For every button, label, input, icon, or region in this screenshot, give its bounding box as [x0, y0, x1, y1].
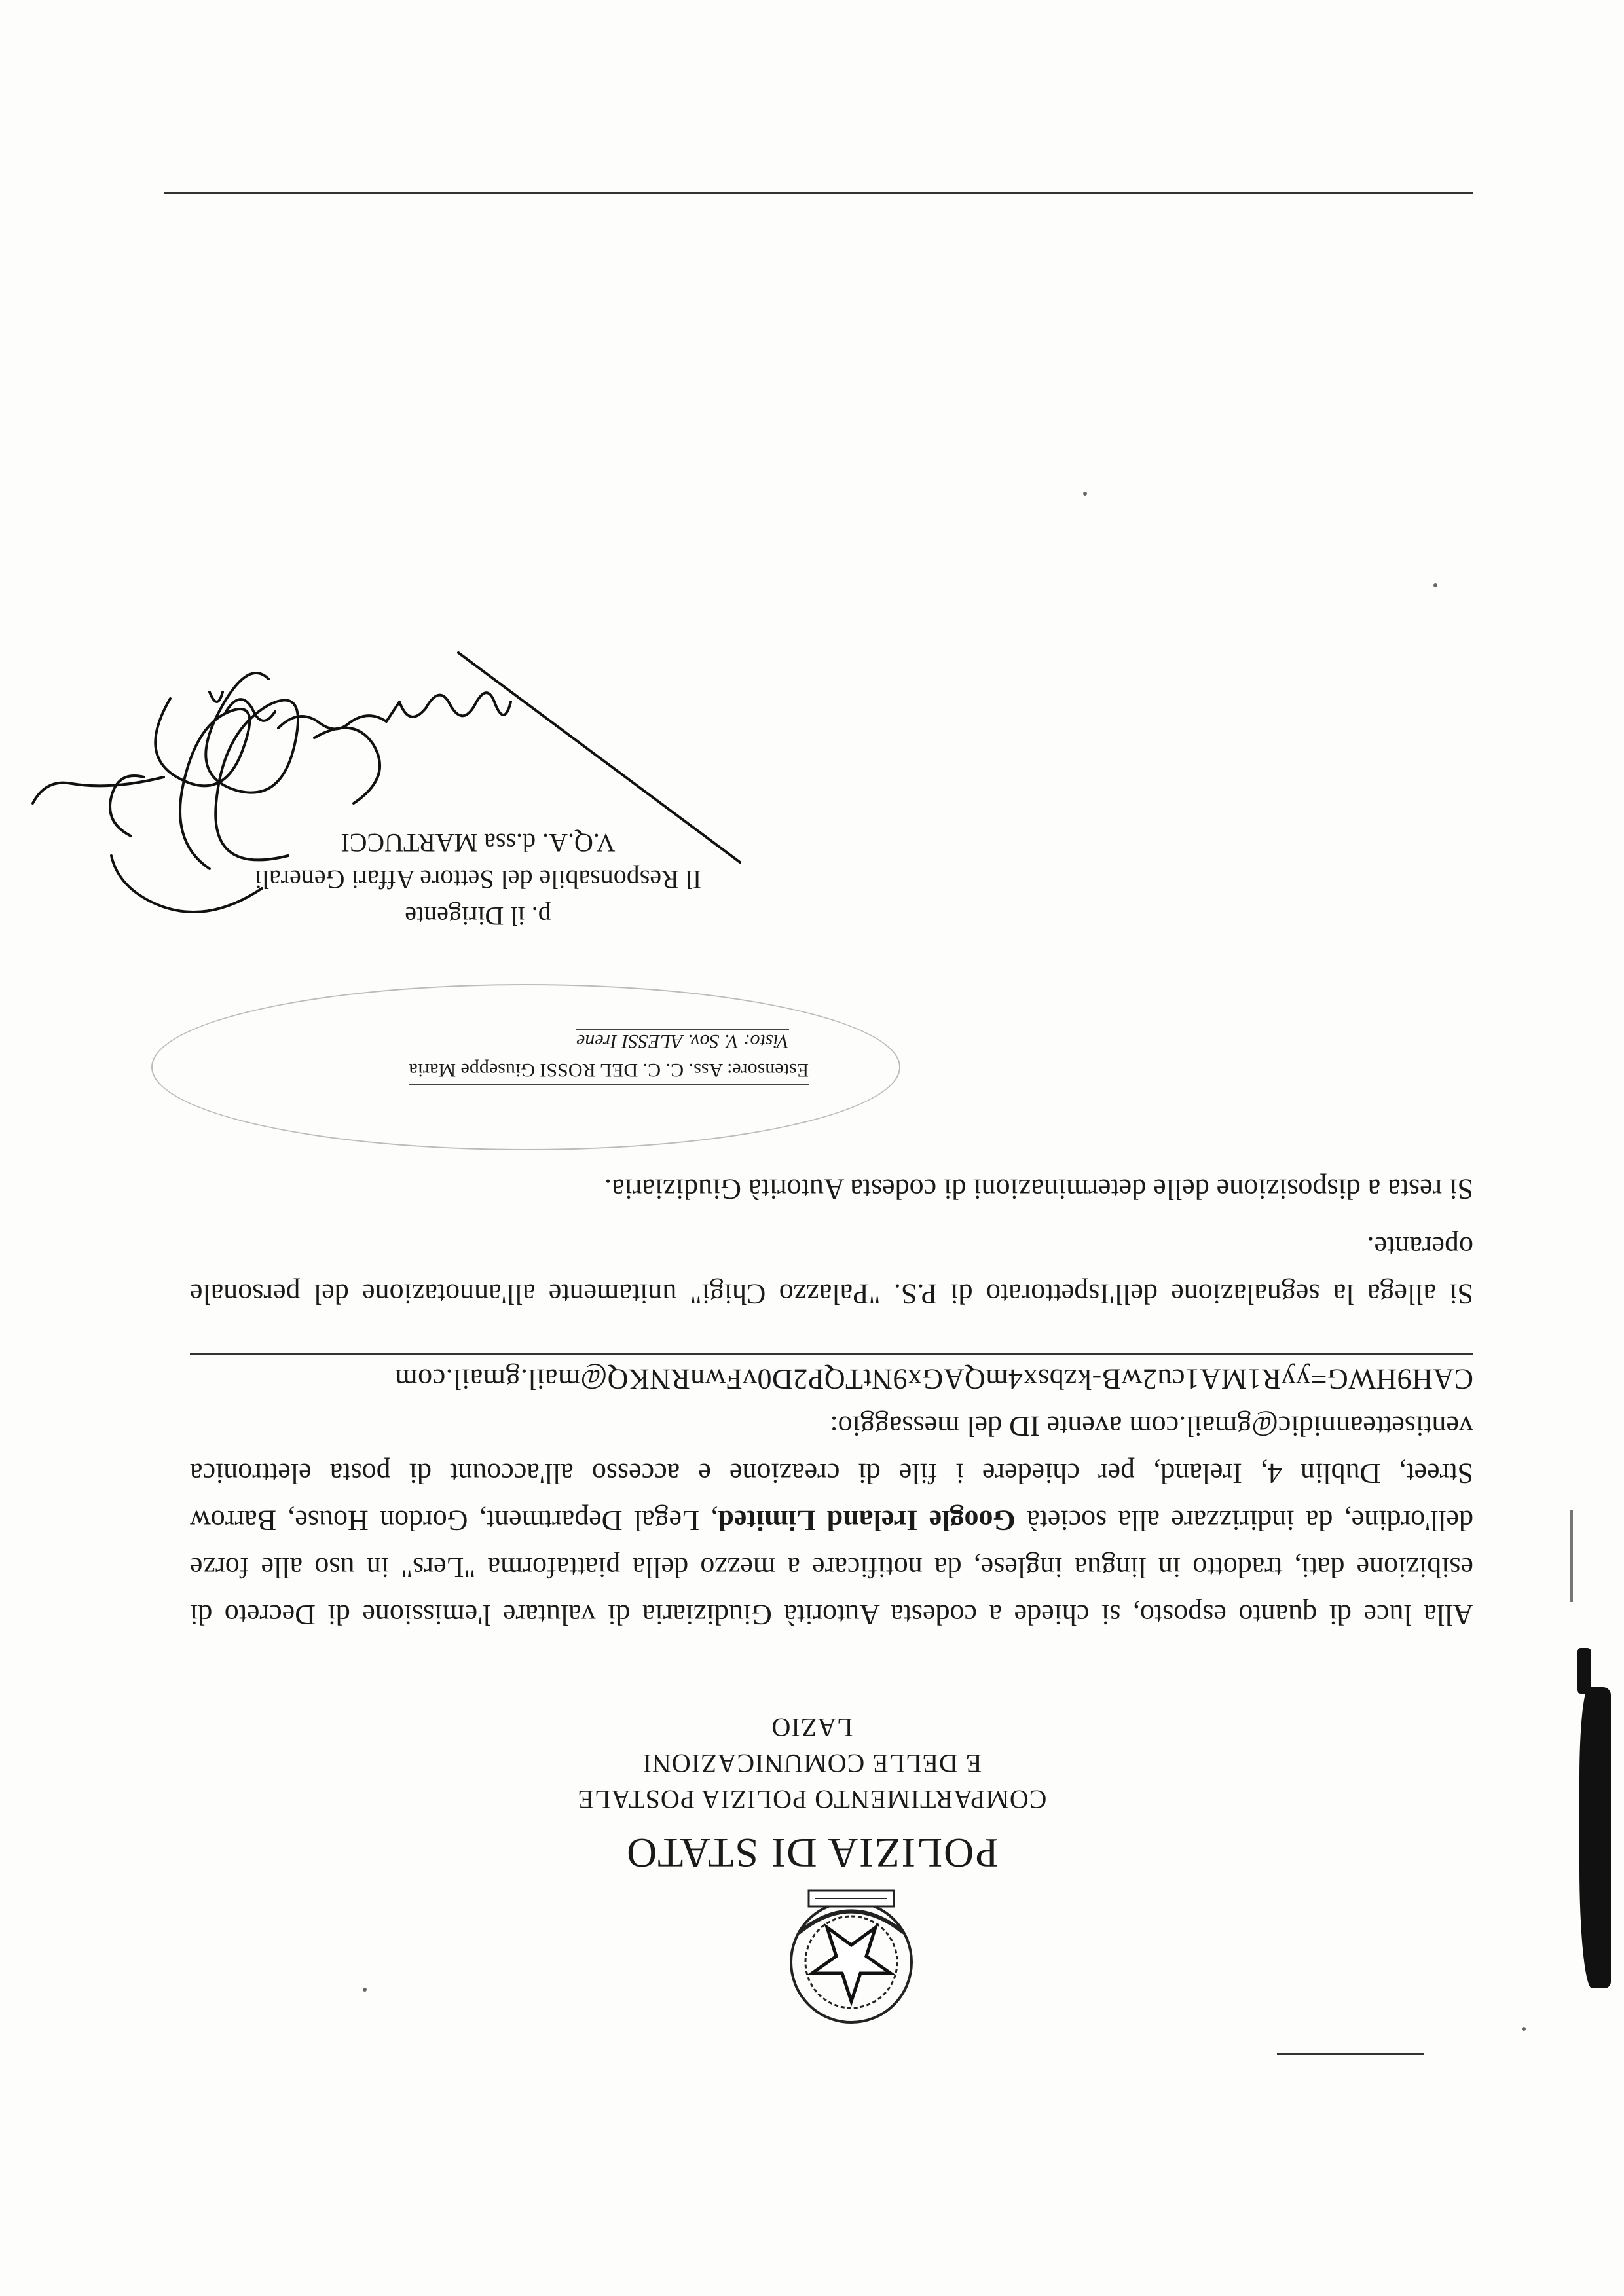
estensore-line: Estensore: Ass. C. C. DEL ROSSI Giuseppe Maria	[409, 1059, 809, 1085]
signature-line-name: V.Q.A. d.ssa MARTUCCI	[341, 828, 616, 858]
request-text-a: Alla luce di quanto esposto, si chiede a codesta Autorità Giudiziaria di valutare l'emissione di Decreto di esibizione dati, tradotto in lingua inglese, da notificare a mezzo della piattaforma "Lers" in uso alle forze dell'ordine, da indirizzare alla società	[190, 1504, 1473, 1631]
scan-dot	[1083, 492, 1087, 496]
header-department: COMPARTIMENTO POLIZIA POSTALE	[577, 1785, 1047, 1814]
attachment-paragraph	[190, 1223, 1473, 1317]
closing-text: Si resta a disposizione delle determinazioni di codesta Autorità Giudiziaria.	[604, 1173, 1473, 1205]
header-rule	[1277, 2053, 1424, 2055]
request-text-b: , Legal Department, Gordon House, Barrow Street, Dublin 4, Ireland, per chiedere i file di creazione e accesso all'account di posta elettronica ventisetteannidic@gmail.com avente ID del messaggio:	[190, 1410, 1473, 1537]
scan-dot	[1522, 2027, 1526, 2031]
scan-dot	[1433, 583, 1437, 587]
signature-line-role: Il Responsabile del Settore Affari Generali	[254, 865, 702, 894]
italian-republic-emblem-icon	[779, 1880, 923, 2031]
header-region: LAZIO	[771, 1713, 853, 1742]
visto-text: Visto: V. Sov. ALESSI Irene	[576, 1030, 789, 1052]
handwritten-signature	[13, 561, 851, 1019]
attachment-text: Si allega la segnalazione dell'Ispettorato di P.S. "Palazzo Chigi" unitamente all'annotazione del personale operante.	[190, 1231, 1473, 1310]
header-department-sub: E DELLE COMUNICAZIONI	[642, 1749, 982, 1778]
footer-rule	[164, 192, 1473, 194]
request-paragraph	[190, 1353, 1473, 1638]
signature-line-dirigente: p. il Dirigente	[405, 902, 551, 931]
message-id: CAH9HWG=yyR1MA1cu2wB-kzbsx4mQAGx9NtTQP2D0vFwnRNKQ@mail.gmail.com	[190, 1353, 1473, 1402]
visto-line	[576, 1030, 789, 1052]
company-name: Google Ireland Limited	[718, 1504, 1016, 1537]
scan-smudge	[1577, 1648, 1591, 1694]
header-title: POLIZIA DI STATO	[625, 1830, 999, 1876]
closing-paragraph	[190, 1165, 1473, 1212]
scan-mark	[1570, 1510, 1573, 1602]
scan-dot	[363, 1988, 367, 1992]
